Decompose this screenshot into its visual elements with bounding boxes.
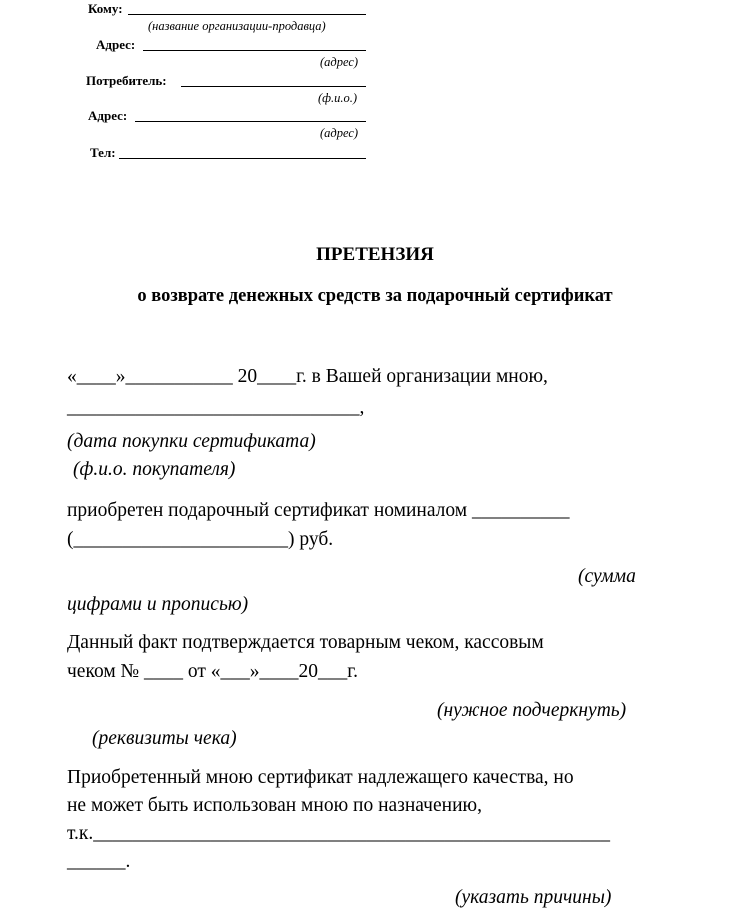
document-subtitle: о возврате денежных средств за подарочный сертификат bbox=[137, 286, 613, 306]
phone-label: Тел: bbox=[90, 145, 116, 160]
consumer-label: Потребитель: bbox=[86, 73, 167, 88]
to-hint: (название организации-продавца) bbox=[148, 19, 326, 33]
hint-buyer-name: (ф.и.о. покупателя) bbox=[73, 459, 236, 480]
hint-sum-words: цифрами и прописью) bbox=[67, 594, 249, 615]
hint-receipt-requisites: (реквизиты чека) bbox=[92, 728, 237, 749]
address1-field-line[interactable] bbox=[143, 50, 366, 51]
hint-purchase-date: (дата покупки сертификата) bbox=[67, 431, 316, 452]
to-label: Кому: bbox=[88, 1, 123, 16]
reason-line-continued: ______. bbox=[67, 851, 131, 872]
phone-field-line[interactable] bbox=[119, 158, 366, 159]
document-title: ПРЕТЕНЗИЯ bbox=[316, 244, 434, 265]
address1-hint: (адрес) bbox=[320, 55, 359, 69]
certificate-value-line: приобретен подарочный сертификат номиналом __________ bbox=[67, 500, 570, 521]
consumer-field-line[interactable] bbox=[181, 86, 366, 87]
usage-line: не может быть использован мною по назначению, bbox=[67, 795, 482, 816]
consumer-hint: (ф.и.о.) bbox=[318, 91, 358, 105]
address2-field-line[interactable] bbox=[135, 121, 366, 122]
quality-line: Приобретенный мною сертификат надлежащего качества, но bbox=[67, 767, 574, 788]
to-field-line[interactable] bbox=[128, 14, 366, 15]
address2-label: Адрес: bbox=[88, 108, 128, 123]
receipt-line: Данный факт подтверждается товарным чеком, кассовым bbox=[67, 632, 544, 653]
receipt-number-line: чеком № ____ от «___»____20___г. bbox=[67, 661, 358, 682]
hint-reasons: (указать причины) bbox=[455, 887, 612, 908]
hint-sum: (сумма bbox=[578, 566, 636, 587]
purchase-date-line: «____»___________ 20____г. в Вашей организации мною, bbox=[67, 366, 548, 387]
reason-line: т.к._____________________________________________________ bbox=[67, 823, 611, 844]
amount-words-line: (______________________) руб. bbox=[67, 529, 334, 550]
address2-hint: (адрес) bbox=[320, 126, 359, 140]
buyer-name-line: ______________________________, bbox=[67, 397, 365, 418]
address1-label: Адрес: bbox=[96, 37, 136, 52]
hint-underline-needed: (нужное подчеркнуть) bbox=[437, 700, 627, 721]
